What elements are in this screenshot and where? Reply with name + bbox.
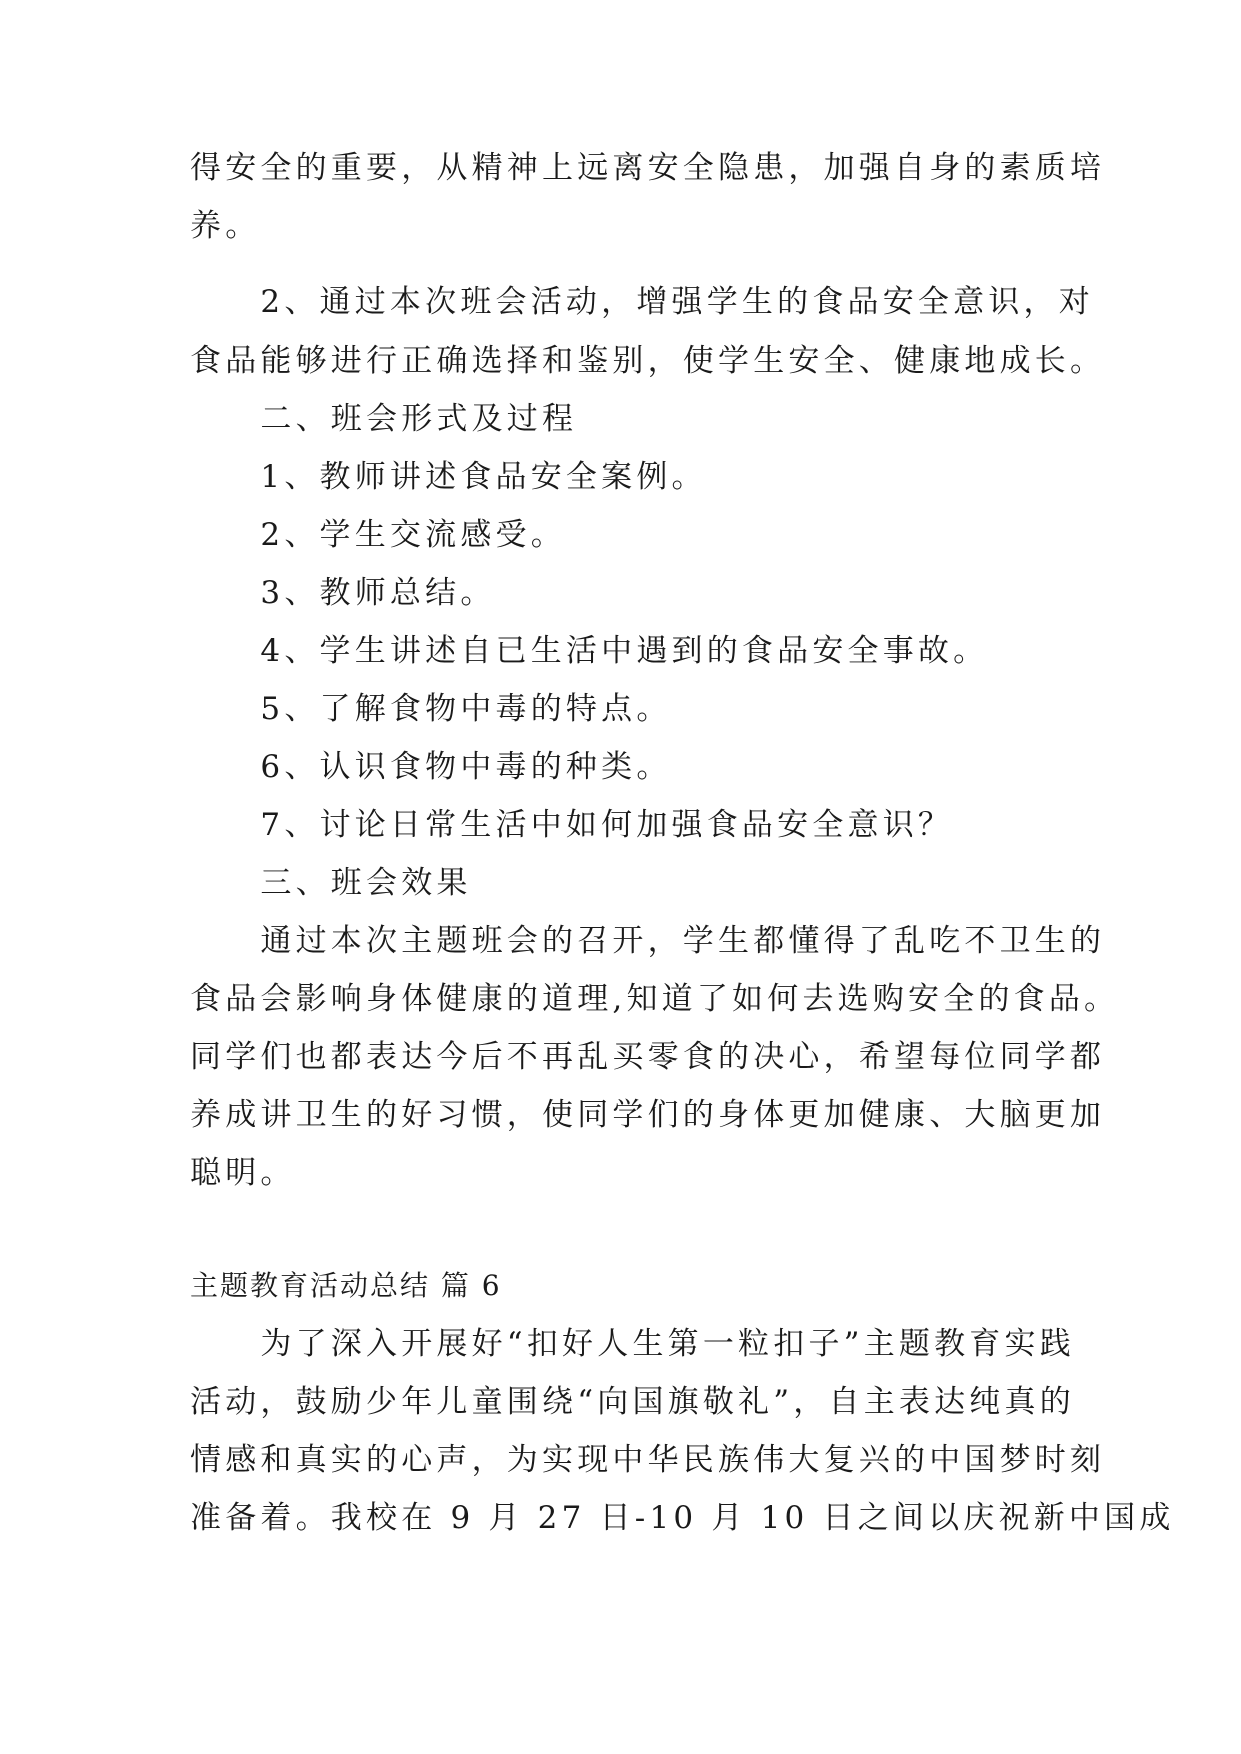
paragraph-line: 为了深入开展好“扣好人生第一粒扣子”主题教育实践 [190,1326,1075,1362]
paragraph-line: 2、通过本次班会活动，增强学生的食品安全意识，对 [190,284,1094,320]
paragraph-line: 聪明。 [190,1155,296,1191]
paragraph-line: 养。 [190,208,261,244]
paragraph-line: 通过本次主题班会的召开，学生都懂得了乱吃不卫生的 [190,923,1106,959]
list-item: 5、了解食物中毒的特点。 [190,691,672,727]
paragraph-line: 食品会影响身体健康的道理,知道了如何去选购安全的食品。 [190,981,1120,1017]
list-item: 1、教师讲述食品安全案例。 [190,459,707,495]
paragraph-line: 准备着。我校在 9 月 27 日-10 月 10 日之间以庆祝新中国成 [190,1500,1175,1536]
paragraph-line: 食品能够进行正确选择和鉴别，使学生安全、健康地成长。 [190,343,1106,379]
section-subheading: 二、班会形式及过程 [190,401,578,437]
paragraph-line: 同学们也都表达今后不再乱买零食的决心，希望每位同学都 [190,1039,1106,1075]
paragraph-line: 得安全的重要，从精神上远离安全隐患，加强自身的素质培 [190,150,1106,186]
list-item: 2、学生交流感受。 [190,517,566,553]
paragraph-line: 情感和真实的心声，为实现中华民族伟大复兴的中国梦时刻 [190,1442,1106,1478]
list-item: 4、学生讲述自已生活中遇到的食品安全事故。 [190,633,989,669]
paragraph-line: 活动，鼓励少年儿童围绕“向国旗敬礼”，自主表达纯真的 [190,1384,1075,1420]
list-item: 6、认识食物中毒的种类。 [190,749,672,785]
section-subheading: 三、班会效果 [190,865,472,901]
paragraph-line: 养成讲卫生的好习惯，使同学们的身体更加健康、大脑更加 [190,1097,1106,1133]
list-item: 7、讨论日常生活中如何加强食品安全意识？ [190,807,954,843]
list-item: 3、教师总结。 [190,575,496,611]
section-heading: 主题教育活动总结 篇 6 [190,1269,502,1302]
